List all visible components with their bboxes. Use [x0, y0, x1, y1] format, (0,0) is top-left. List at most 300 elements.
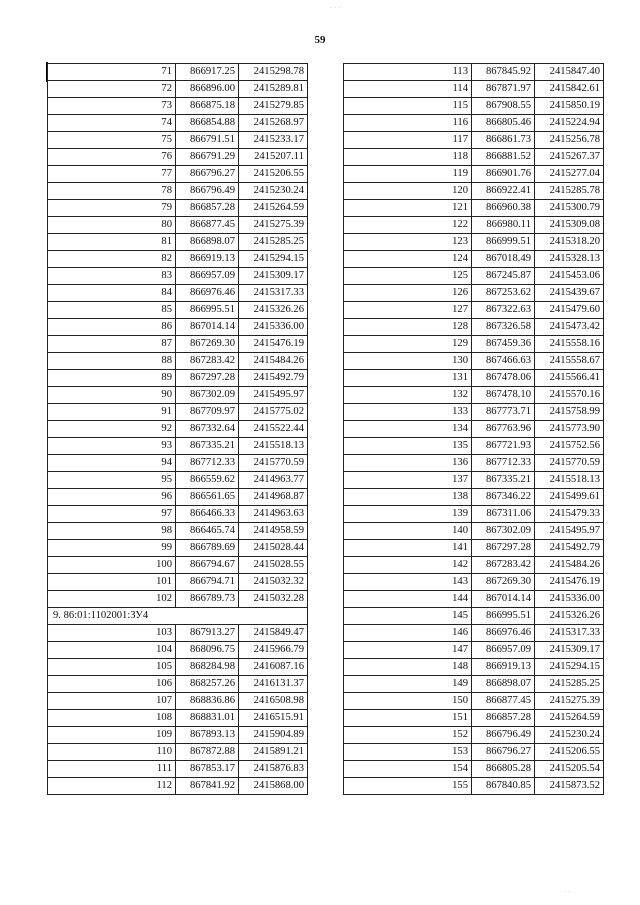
y-coordinate-cell: 2415032.28 — [239, 591, 308, 608]
y-coordinate-cell: 2415207.11 — [239, 149, 308, 166]
point-number-cell: 128 — [344, 319, 472, 336]
point-number-cell: 122 — [344, 217, 472, 234]
point-number-cell: 145 — [344, 608, 472, 625]
point-number-cell: 127 — [344, 302, 472, 319]
x-coordinate-cell: 866861.73 — [472, 132, 535, 149]
y-coordinate-cell: 2415300.79 — [535, 200, 604, 217]
x-coordinate-cell: 866796.27 — [472, 744, 535, 761]
point-number-cell: 111 — [48, 761, 176, 778]
table-row — [48, 659, 308, 676]
point-number-cell: 137 — [344, 472, 472, 489]
y-coordinate-cell: 2415028.55 — [239, 557, 308, 574]
y-coordinate-cell: 2415285.25 — [535, 676, 604, 693]
y-coordinate-cell: 2415499.61 — [535, 489, 604, 506]
table-row — [344, 98, 604, 115]
page-number: 59 — [314, 34, 326, 46]
y-coordinate-cell: 2415309.08 — [535, 217, 604, 234]
x-coordinate-cell: 867245.87 — [472, 268, 535, 285]
table-row — [344, 591, 604, 608]
x-coordinate-cell: 867297.28 — [176, 370, 239, 387]
y-coordinate-cell: 2415479.60 — [535, 302, 604, 319]
table-row — [344, 727, 604, 744]
table-row — [344, 302, 604, 319]
point-number-cell: 101 — [48, 574, 176, 591]
point-number-cell: 124 — [344, 251, 472, 268]
point-number-cell: 90 — [48, 387, 176, 404]
y-coordinate-cell: 2415285.25 — [239, 234, 308, 251]
x-coordinate-cell: 867913.27 — [176, 625, 239, 642]
table-row — [48, 574, 308, 591]
table-row — [344, 200, 604, 217]
table-row — [344, 540, 604, 557]
table-row — [344, 183, 604, 200]
y-coordinate-cell: 2415873.52 — [535, 778, 604, 795]
table-row — [48, 285, 308, 302]
point-number-cell: 95 — [48, 472, 176, 489]
point-number-cell: 113 — [344, 64, 472, 81]
x-coordinate-cell: 866898.07 — [176, 234, 239, 251]
x-coordinate-cell: 866919.13 — [472, 659, 535, 676]
table-row — [48, 472, 308, 489]
point-number-cell: 82 — [48, 251, 176, 268]
table-row — [48, 319, 308, 336]
x-coordinate-cell: 866957.09 — [176, 268, 239, 285]
x-coordinate-cell: 867297.28 — [472, 540, 535, 557]
x-coordinate-cell: 866917.25 — [176, 64, 239, 81]
point-number-cell: 126 — [344, 285, 472, 302]
x-coordinate-cell: 867269.30 — [176, 336, 239, 353]
y-coordinate-cell: 2415518.13 — [535, 472, 604, 489]
table-row — [344, 387, 604, 404]
point-number-cell: 135 — [344, 438, 472, 455]
point-number-cell: 136 — [344, 455, 472, 472]
x-coordinate-cell: 866796.49 — [472, 727, 535, 744]
point-number-cell: 94 — [48, 455, 176, 472]
x-coordinate-cell: 867908.55 — [472, 98, 535, 115]
table-row — [48, 744, 308, 761]
table-row — [344, 166, 604, 183]
y-coordinate-cell: 2415206.55 — [239, 166, 308, 183]
y-coordinate-cell: 2415495.97 — [535, 523, 604, 540]
point-number-cell: 144 — [344, 591, 472, 608]
x-coordinate-cell: 866960.38 — [472, 200, 535, 217]
table-row — [48, 370, 308, 387]
y-coordinate-cell: 2415558.16 — [535, 336, 604, 353]
y-coordinate-cell: 2415518.13 — [239, 438, 308, 455]
x-coordinate-cell: 866791.51 — [176, 132, 239, 149]
table-row — [48, 693, 308, 710]
x-coordinate-cell: 866796.49 — [176, 183, 239, 200]
table-row — [48, 234, 308, 251]
y-coordinate-cell: 2415891.21 — [239, 744, 308, 761]
point-number-cell: 100 — [48, 557, 176, 574]
y-coordinate-cell: 2414963.77 — [239, 472, 308, 489]
point-number-cell: 121 — [344, 200, 472, 217]
y-coordinate-cell: 2415285.78 — [535, 183, 604, 200]
y-coordinate-cell: 2415298.78 — [239, 64, 308, 81]
y-coordinate-cell: 2415275.39 — [535, 693, 604, 710]
table-row — [344, 115, 604, 132]
x-coordinate-cell: 866794.67 — [176, 557, 239, 574]
x-coordinate-cell: 867840.85 — [472, 778, 535, 795]
y-coordinate-cell: 2415318.20 — [535, 234, 604, 251]
y-coordinate-cell: 2415522.44 — [239, 421, 308, 438]
point-number-cell: 98 — [48, 523, 176, 540]
table-row — [48, 557, 308, 574]
x-coordinate-cell: 867721.93 — [472, 438, 535, 455]
table-row — [48, 438, 308, 455]
point-number-cell: 83 — [48, 268, 176, 285]
y-coordinate-cell: 2414963.63 — [239, 506, 308, 523]
x-coordinate-cell: 866999.51 — [472, 234, 535, 251]
point-number-cell: 117 — [344, 132, 472, 149]
table-row — [48, 115, 308, 132]
scan-noise-bottom: · · · — [560, 888, 571, 896]
point-number-cell: 142 — [344, 557, 472, 574]
point-number-cell: 85 — [48, 302, 176, 319]
point-number-cell: 110 — [48, 744, 176, 761]
table-row — [344, 370, 604, 387]
y-coordinate-cell: 2415206.55 — [535, 744, 604, 761]
table-row — [48, 98, 308, 115]
point-number-cell: 78 — [48, 183, 176, 200]
y-coordinate-cell: 2415336.00 — [239, 319, 308, 336]
point-number-cell: 96 — [48, 489, 176, 506]
point-number-cell: 80 — [48, 217, 176, 234]
point-number-cell: 76 — [48, 149, 176, 166]
x-coordinate-cell: 866789.73 — [176, 591, 239, 608]
point-number-cell: 71 — [48, 64, 176, 81]
point-number-cell: 132 — [344, 387, 472, 404]
point-number-cell: 103 — [48, 625, 176, 642]
table-row — [48, 200, 308, 217]
coordinates-table-left — [47, 63, 308, 795]
point-number-cell: 93 — [48, 438, 176, 455]
point-number-cell: 115 — [344, 98, 472, 115]
point-number-cell: 75 — [48, 132, 176, 149]
point-number-cell: 97 — [48, 506, 176, 523]
point-number-cell: 73 — [48, 98, 176, 115]
table-row — [344, 421, 604, 438]
table-row — [48, 642, 308, 659]
table-row — [344, 778, 604, 795]
y-coordinate-cell: 2415268.97 — [239, 115, 308, 132]
x-coordinate-cell: 866919.13 — [176, 251, 239, 268]
table-row — [344, 64, 604, 81]
y-coordinate-cell: 2415476.19 — [535, 574, 604, 591]
y-coordinate-cell: 2415277.04 — [535, 166, 604, 183]
table-row — [344, 285, 604, 302]
table-row — [344, 608, 604, 625]
table-row — [344, 676, 604, 693]
x-coordinate-cell: 867269.30 — [472, 574, 535, 591]
x-coordinate-cell: 867466.63 — [472, 353, 535, 370]
x-coordinate-cell: 867478.10 — [472, 387, 535, 404]
table-row — [344, 319, 604, 336]
table-row — [344, 353, 604, 370]
table-row — [344, 693, 604, 710]
table-row — [344, 574, 604, 591]
table-row — [48, 251, 308, 268]
x-coordinate-cell: 867712.33 — [176, 455, 239, 472]
point-number-cell: 72 — [48, 81, 176, 98]
y-coordinate-cell: 2415326.26 — [535, 608, 604, 625]
y-coordinate-cell: 2415842.61 — [535, 81, 604, 98]
x-coordinate-cell: 867018.49 — [472, 251, 535, 268]
x-coordinate-cell: 866805.46 — [472, 115, 535, 132]
x-coordinate-cell: 867302.09 — [472, 523, 535, 540]
y-coordinate-cell: 2415876.83 — [239, 761, 308, 778]
x-coordinate-cell: 866995.51 — [472, 608, 535, 625]
y-coordinate-cell: 2416131.37 — [239, 676, 308, 693]
y-coordinate-cell: 2415775.02 — [239, 404, 308, 421]
y-coordinate-cell: 2415773.90 — [535, 421, 604, 438]
y-coordinate-cell: 2415032.32 — [239, 574, 308, 591]
table-row — [48, 268, 308, 285]
table-row — [48, 421, 308, 438]
table-row — [48, 336, 308, 353]
x-coordinate-cell: 866875.18 — [176, 98, 239, 115]
x-coordinate-cell: 867893.13 — [176, 727, 239, 744]
table-row — [48, 404, 308, 421]
point-number-cell: 141 — [344, 540, 472, 557]
point-number-cell: 153 — [344, 744, 472, 761]
x-coordinate-cell: 867283.42 — [176, 353, 239, 370]
table-row — [344, 234, 604, 251]
y-coordinate-cell: 2415328.13 — [535, 251, 604, 268]
y-coordinate-cell: 2415233.17 — [239, 132, 308, 149]
y-coordinate-cell: 2415205.54 — [535, 761, 604, 778]
point-number-cell: 155 — [344, 778, 472, 795]
table-row — [344, 81, 604, 98]
y-coordinate-cell: 2415336.00 — [535, 591, 604, 608]
y-coordinate-cell: 2415492.79 — [239, 370, 308, 387]
scan-noise-top: · · · — [330, 4, 341, 12]
table-row — [344, 642, 604, 659]
table-row — [344, 132, 604, 149]
point-number-cell: 149 — [344, 676, 472, 693]
point-number-cell: 146 — [344, 625, 472, 642]
x-coordinate-cell: 866791.29 — [176, 149, 239, 166]
y-coordinate-cell: 2414968.87 — [239, 489, 308, 506]
point-number-cell: 74 — [48, 115, 176, 132]
table-row — [344, 659, 604, 676]
x-coordinate-cell: 866561.65 — [176, 489, 239, 506]
x-coordinate-cell: 867253.62 — [472, 285, 535, 302]
x-coordinate-cell: 866976.46 — [176, 285, 239, 302]
x-coordinate-cell: 867283.42 — [472, 557, 535, 574]
y-coordinate-cell: 2415224.94 — [535, 115, 604, 132]
y-coordinate-cell: 2415849.47 — [239, 625, 308, 642]
point-number-cell: 150 — [344, 693, 472, 710]
y-coordinate-cell: 2415770.59 — [535, 455, 604, 472]
x-coordinate-cell: 868096.75 — [176, 642, 239, 659]
x-coordinate-cell: 866980.11 — [472, 217, 535, 234]
y-coordinate-cell: 2415264.59 — [239, 200, 308, 217]
coordinates-table-right — [343, 63, 604, 795]
point-number-cell: 143 — [344, 574, 472, 591]
table-row — [344, 438, 604, 455]
x-coordinate-cell: 866957.09 — [472, 642, 535, 659]
table-row — [344, 744, 604, 761]
x-coordinate-cell: 867335.21 — [472, 472, 535, 489]
x-coordinate-cell: 867322.63 — [472, 302, 535, 319]
point-number-cell: 91 — [48, 404, 176, 421]
x-coordinate-cell: 866857.28 — [176, 200, 239, 217]
point-number-cell: 152 — [344, 727, 472, 744]
point-number-cell: 106 — [48, 676, 176, 693]
x-coordinate-cell: 867014.14 — [472, 591, 535, 608]
x-coordinate-cell: 868836.86 — [176, 693, 239, 710]
table-row — [344, 625, 604, 642]
point-number-cell: 104 — [48, 642, 176, 659]
table-row — [48, 455, 308, 472]
x-coordinate-cell: 867459.36 — [472, 336, 535, 353]
y-coordinate-cell: 2416087.16 — [239, 659, 308, 676]
x-coordinate-cell: 867014.14 — [176, 319, 239, 336]
x-coordinate-cell: 866794.71 — [176, 574, 239, 591]
x-coordinate-cell: 867709.97 — [176, 404, 239, 421]
x-coordinate-cell: 866995.51 — [176, 302, 239, 319]
table-row — [48, 217, 308, 234]
x-coordinate-cell: 867871.97 — [472, 81, 535, 98]
y-coordinate-cell: 2415309.17 — [535, 642, 604, 659]
x-coordinate-cell: 867712.33 — [472, 455, 535, 472]
table-row — [48, 64, 308, 81]
x-coordinate-cell: 866922.41 — [472, 183, 535, 200]
y-coordinate-cell: 2415453.06 — [535, 268, 604, 285]
table-row — [344, 506, 604, 523]
point-number-cell: 79 — [48, 200, 176, 217]
point-number-cell: 99 — [48, 540, 176, 557]
table-row — [344, 523, 604, 540]
x-coordinate-cell: 867302.09 — [176, 387, 239, 404]
y-coordinate-cell: 2415256.78 — [535, 132, 604, 149]
point-number-cell: 77 — [48, 166, 176, 183]
y-coordinate-cell: 2415279.85 — [239, 98, 308, 115]
y-coordinate-cell: 2415850.19 — [535, 98, 604, 115]
section-header-row — [48, 608, 308, 625]
x-coordinate-cell: 866898.07 — [472, 676, 535, 693]
point-number-cell: 88 — [48, 353, 176, 370]
y-coordinate-cell: 2415326.26 — [239, 302, 308, 319]
point-number-cell: 89 — [48, 370, 176, 387]
table-row — [344, 149, 604, 166]
y-coordinate-cell: 2415966.79 — [239, 642, 308, 659]
point-number-cell: 123 — [344, 234, 472, 251]
y-coordinate-cell: 2415275.39 — [239, 217, 308, 234]
point-number-cell: 108 — [48, 710, 176, 727]
point-number-cell: 129 — [344, 336, 472, 353]
table-row — [344, 251, 604, 268]
x-coordinate-cell: 867841.92 — [176, 778, 239, 795]
x-coordinate-cell: 868284.98 — [176, 659, 239, 676]
x-coordinate-cell: 866877.45 — [472, 693, 535, 710]
y-coordinate-cell: 2415492.79 — [535, 540, 604, 557]
y-coordinate-cell: 2415264.59 — [535, 710, 604, 727]
x-coordinate-cell: 866976.46 — [472, 625, 535, 642]
table-row — [344, 710, 604, 727]
point-number-cell: 154 — [344, 761, 472, 778]
point-number-cell: 138 — [344, 489, 472, 506]
table-row — [48, 625, 308, 642]
table-row — [344, 455, 604, 472]
y-coordinate-cell: 2415267.37 — [535, 149, 604, 166]
y-coordinate-cell: 2415570.16 — [535, 387, 604, 404]
section-label: 9. 86:01:1102001:ЗУ4 — [48, 608, 308, 625]
y-coordinate-cell: 2415230.24 — [535, 727, 604, 744]
point-number-cell: 147 — [344, 642, 472, 659]
x-coordinate-cell: 867311.06 — [472, 506, 535, 523]
table-row — [344, 404, 604, 421]
y-coordinate-cell: 2415868.00 — [239, 778, 308, 795]
x-coordinate-cell: 867335.21 — [176, 438, 239, 455]
point-number-cell: 125 — [344, 268, 472, 285]
table-row — [344, 268, 604, 285]
y-coordinate-cell: 2415309.17 — [239, 268, 308, 285]
y-coordinate-cell: 2415476.19 — [239, 336, 308, 353]
table-row — [344, 489, 604, 506]
y-coordinate-cell: 2415484.26 — [535, 557, 604, 574]
table-row — [48, 353, 308, 370]
table-row — [48, 506, 308, 523]
y-coordinate-cell: 2415484.26 — [239, 353, 308, 370]
table-row — [48, 149, 308, 166]
point-number-cell: 87 — [48, 336, 176, 353]
x-coordinate-cell: 866796.27 — [176, 166, 239, 183]
point-number-cell: 140 — [344, 523, 472, 540]
table-row — [48, 540, 308, 557]
table-row — [48, 166, 308, 183]
x-coordinate-cell: 867773.71 — [472, 404, 535, 421]
point-number-cell: 148 — [344, 659, 472, 676]
x-coordinate-cell: 867763.96 — [472, 421, 535, 438]
x-coordinate-cell: 867346.22 — [472, 489, 535, 506]
x-coordinate-cell: 866466.33 — [176, 506, 239, 523]
table-row — [48, 778, 308, 795]
y-coordinate-cell: 2415758.99 — [535, 404, 604, 421]
point-number-cell: 107 — [48, 693, 176, 710]
point-number-cell: 151 — [344, 710, 472, 727]
point-number-cell: 114 — [344, 81, 472, 98]
y-coordinate-cell: 2415294.15 — [239, 251, 308, 268]
x-coordinate-cell: 868831.01 — [176, 710, 239, 727]
x-coordinate-cell: 867326.58 — [472, 319, 535, 336]
point-number-cell: 120 — [344, 183, 472, 200]
x-coordinate-cell: 867332.64 — [176, 421, 239, 438]
x-coordinate-cell: 867853.17 — [176, 761, 239, 778]
table-row — [48, 591, 308, 608]
point-number-cell: 109 — [48, 727, 176, 744]
point-number-cell: 112 — [48, 778, 176, 795]
y-coordinate-cell: 2416515.91 — [239, 710, 308, 727]
y-coordinate-cell: 2415479.33 — [535, 506, 604, 523]
x-coordinate-cell: 866857.28 — [472, 710, 535, 727]
x-coordinate-cell: 866559.62 — [176, 472, 239, 489]
table-row — [48, 727, 308, 744]
y-coordinate-cell: 2415317.33 — [535, 625, 604, 642]
x-coordinate-cell: 866789.69 — [176, 540, 239, 557]
y-coordinate-cell: 2415752.56 — [535, 438, 604, 455]
y-coordinate-cell: 2415495.97 — [239, 387, 308, 404]
table-row — [48, 183, 308, 200]
table-row — [48, 761, 308, 778]
y-coordinate-cell: 2416508.98 — [239, 693, 308, 710]
point-number-cell: 130 — [344, 353, 472, 370]
y-coordinate-cell: 2415770.59 — [239, 455, 308, 472]
x-coordinate-cell: 867872.88 — [176, 744, 239, 761]
x-coordinate-cell: 866881.52 — [472, 149, 535, 166]
